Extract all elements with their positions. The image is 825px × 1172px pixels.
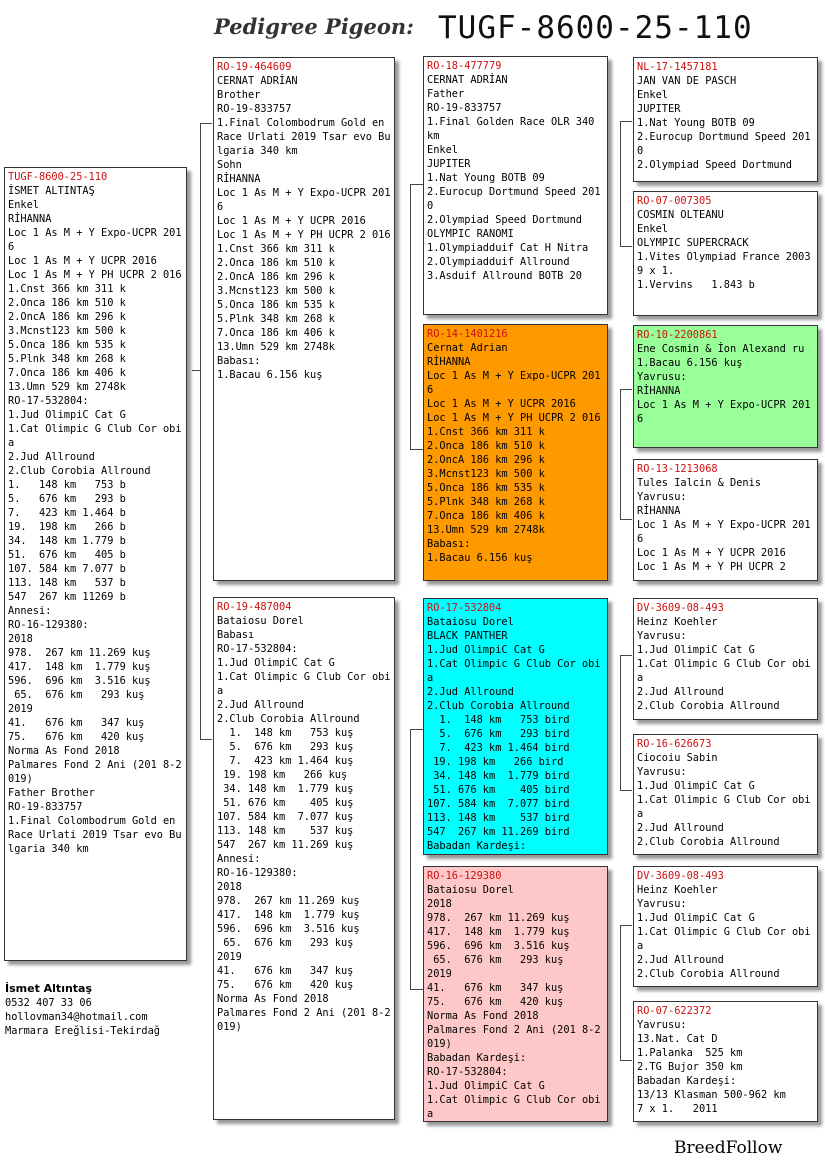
pedigree-line: 2019 — [217, 951, 242, 963]
pedigree-line: 1.Cat Olimpic G Club Cor obia — [427, 1094, 601, 1120]
pedigree-line: Babadan Kardeşi: — [637, 1075, 737, 1087]
pedigree-line: 1.Cat Olimpic G Club Cor obia — [637, 926, 811, 952]
pedigree-line: 1.Jud OlimpiC Cat G — [217, 657, 335, 669]
ring-number: RO-19-487004 — [217, 601, 292, 613]
pedigree-line: Loc 1 As M + Y PH UCPR 2 016 — [8, 269, 182, 281]
pedigree-line: Enkel — [8, 199, 39, 211]
pedigree-line: 51. 676 km 405 b — [8, 549, 126, 561]
pedigree-line: Heinz Koehler — [637, 616, 718, 628]
pedigree-line: 51. 676 km 405 bird — [427, 784, 570, 796]
pedigree-line: Palmares Fond 2 Ani (201 8-2019) — [8, 759, 182, 785]
pedigree-line: Babası: — [217, 355, 261, 367]
connector-subject-dam — [200, 739, 212, 740]
pedigree-line: 1.Jud OlimpiC Cat G — [637, 644, 755, 656]
ring-number: DV-3609-08-493 — [637, 602, 724, 614]
breeder-email[interactable]: hollovman34@hotmail.com — [5, 1011, 148, 1023]
pedigree-line: Loc 1 As M + Y Expo-UCPR 2016 — [637, 399, 811, 425]
pedigree-line: 41. 676 km 347 kuş — [217, 965, 354, 977]
pedigree-line: Loc 1 As M + Y Expo-UCPR 2016 — [427, 370, 601, 396]
ring-number: RO-13-1213068 — [637, 463, 718, 475]
pedigree-line: 5.Plnk 348 km 268 k — [427, 496, 545, 508]
pedigree-line: 2.Jud Allround — [427, 686, 514, 698]
pedigree-line: 9 x 1. — [637, 265, 675, 277]
pedigree-line: 1.Cat Olimpic G Club Cor obia — [637, 794, 811, 820]
pedigree-line: 2.OncA 186 km 296 k — [8, 311, 126, 323]
pedigree-line: 34. 148 km 1.779 b — [8, 535, 126, 547]
pedigree-line: Loc 1 As M + Y UCPR 2016 — [8, 255, 157, 267]
pedigree-line: 596. 696 km 3.516 kuş — [217, 923, 360, 935]
pigeon-card-sire[interactable] — [213, 57, 395, 581]
pedigree-line: 107. 584 km 7.077 b — [8, 563, 126, 575]
pedigree-line: 2.Eurocup Dortmund Speed 2010 — [427, 186, 601, 212]
pedigree-line: RO-16-129380: — [8, 619, 89, 631]
pedigree-line: 3.Mcnst123 km 500 k — [217, 285, 335, 297]
connector-ss-vertical — [620, 121, 621, 246]
ring-number: TUGF-8600-25-110 — [8, 171, 108, 183]
pedigree-line: COSMIN OLTEANU — [637, 209, 724, 221]
pedigree-line: 1.Cnst 366 km 311 k — [217, 243, 335, 255]
pedigree-line: 2.Club Corobia Allround — [637, 836, 780, 848]
pedigree-line: 75. 676 km 420 kuş — [427, 996, 564, 1008]
ring-number: RO-19-464609 — [217, 61, 292, 73]
pedigree-line: 2.OncA 186 km 296 k — [427, 454, 545, 466]
ring-number: RO-14-1401216 — [427, 328, 508, 340]
pedigree-line: 1.Jud OlimpiC Cat G — [637, 780, 755, 792]
pedigree-line: Loc 1 As M + Y Expo-UCPR 2016 — [8, 227, 182, 253]
pedigree-line: 1.Olympiadduif Cat H Nitra — [427, 242, 589, 254]
pedigree-line: 596. 696 km 3.516 kuş — [427, 940, 570, 952]
ring-number: RO-18-477779 — [427, 60, 502, 72]
pedigree-line: 113. 148 km 537 kuş — [217, 825, 354, 837]
pedigree-line: RO-19-833757 — [427, 102, 502, 114]
pedigree-line: 1.Final Colombodrum Gold en Race Urlati 2019 Tsar evo Bulgaria 340 km — [8, 815, 182, 855]
connector-sire-vertical — [410, 184, 411, 449]
pedigree-line: 1.Bacau 6.156 kuş — [217, 369, 323, 381]
pedigree-line: 75. 676 km 420 kuş — [217, 979, 354, 991]
pedigree-line: RİHANNA — [637, 385, 681, 397]
pedigree-line: 1. 148 km 753 kuş — [217, 727, 354, 739]
pedigree-line: 978. 267 km 11.269 kuş — [8, 647, 151, 659]
pedigree-line: 2.Club Corobia Allround — [637, 968, 780, 980]
connector-dam-dd — [410, 989, 423, 990]
pedigree-line: RO-16-129380: — [217, 867, 298, 879]
pedigree-line: 2018 — [217, 881, 242, 893]
connector-dam-vertical — [410, 729, 411, 989]
pedigree-line: Babadan Kardeşi: — [427, 1052, 527, 1064]
pedigree-line: 547 267 km 11269 b — [8, 591, 126, 603]
pedigree-line: Enkel — [637, 223, 668, 235]
pedigree-line: JUPITER — [427, 158, 471, 170]
pedigree-line: 13.Umn 529 km 2748k — [427, 524, 545, 536]
pedigree-line: 107. 584 km 7.077 bird — [427, 798, 570, 810]
pigeon-card-sire-dam-sire[interactable] — [633, 325, 818, 448]
pedigree-line: 2.Jud Allround — [637, 954, 724, 966]
connector-dd-ddd — [620, 1060, 632, 1061]
connector-subject-sire — [200, 123, 212, 124]
pedigree-line: 1.Final Golden Race OLR 340 km — [427, 116, 601, 142]
pedigree-line: 34. 148 km 1.779 kuş — [217, 783, 354, 795]
pedigree-line: 5. 676 km 293 b — [8, 493, 126, 505]
pigeon-card-dam-sire-dam[interactable] — [633, 734, 818, 855]
pedigree-line: 2.Olympiadduif Allround — [427, 256, 570, 268]
pedigree-line: RO-17-532804: — [217, 643, 298, 655]
pedigree-line: 1.Nat Young BOTB 09 — [427, 172, 545, 184]
connector-ds-dss — [620, 655, 632, 656]
pedigree-line: Norma As Fond 2018 — [8, 745, 120, 757]
pedigree-line: 5.Onca 186 km 535 k — [217, 299, 335, 311]
pedigree-line: 2.Club Corobia Allround — [427, 700, 570, 712]
pedigree-line: Ciocoiu Sabin — [637, 752, 718, 764]
pedigree-line: 1.Vites Olympiad France 2003 — [637, 251, 811, 263]
pedigree-line: 19. 198 km 266 bird — [427, 756, 564, 768]
pedigree-line: Loc 1 As M + Y PH UCPR 2 016 — [427, 412, 601, 424]
pedigree-line: 7. 423 km 1.464 bird — [427, 742, 570, 754]
pedigree-line: RİHANNA — [637, 505, 681, 517]
pedigree-line: Yavrusu: — [637, 630, 687, 642]
pedigree-line: 2.Onca 186 km 510 k — [8, 297, 126, 309]
pedigree-line: 2018 — [427, 898, 452, 910]
pigeon-card-subject[interactable] — [4, 167, 187, 961]
pedigree-line: CERNAT ADRİAN — [217, 75, 298, 87]
pedigree-line: Yavrusu: — [637, 1019, 687, 1031]
pedigree-line: 2.Olympiad Speed Dortmund — [637, 159, 792, 171]
connector-dd-vertical — [620, 925, 621, 1060]
pedigree-line: RİHANNA — [8, 213, 52, 225]
pedigree-line: 41. 676 km 347 kuş — [427, 982, 564, 994]
pedigree-line: 7. 423 km 1.464 kuş — [217, 755, 354, 767]
pedigree-line: 2.Onca 186 km 510 k — [427, 440, 545, 452]
pedigree-line: 2.Club Corobia Allround — [217, 713, 360, 725]
pedigree-line: 1. 148 km 753 b — [8, 479, 126, 491]
pedigree-line: Brother — [217, 89, 261, 101]
pedigree-title: Pedigree Pigeon: — [214, 14, 414, 39]
pedigree-line: Palmares Fond 2 Ani (201 8-2019) — [427, 1024, 601, 1050]
pedigree-line: 113. 148 km 537 bird — [427, 812, 570, 824]
connector-ds-dsd — [620, 790, 632, 791]
pedigree-line: 5. 676 km 293 bird — [427, 728, 570, 740]
pedigree-line: 75. 676 km 420 kuş — [8, 731, 145, 743]
connector-ss-sss — [620, 121, 632, 122]
pedigree-line: Annesi: — [8, 605, 52, 617]
pedigree-line: 2019 — [427, 968, 452, 980]
subject-ring-number: TUGF-8600-25-110 — [438, 10, 753, 46]
pedigree-line: JAN VAN DE PASCH — [637, 75, 737, 87]
pigeon-card-dam-sire-sire[interactable] — [633, 598, 818, 720]
pedigree-line: BLACK PANTHER — [427, 630, 508, 642]
pedigree-line: 417. 148 km 1.779 kuş — [427, 926, 570, 938]
pedigree-line: 1.Palanka 525 km — [637, 1047, 743, 1059]
pedigree-line: 2019 — [8, 703, 33, 715]
pedigree-line: 5.Onca 186 km 535 k — [427, 482, 545, 494]
pedigree-line: 41. 676 km 347 kuş — [8, 717, 145, 729]
ring-number: RO-16-129380 — [427, 870, 502, 882]
pedigree-line: Babadan Kardeşi: — [427, 840, 527, 852]
pedigree-line: 1.Cat Olimpic G Club Cor obia — [637, 658, 811, 684]
pedigree-line: 5.Plnk 348 km 268 k — [8, 353, 126, 365]
pedigree-line: Enkel — [427, 144, 458, 156]
pedigree-line: 7. 423 km 1.464 b — [8, 507, 126, 519]
pedigree-line: 65. 676 km 293 kuş — [8, 689, 145, 701]
breedfollow-logo: BreedFollow — [674, 1138, 783, 1158]
pedigree-line: 1.Jud OlimpiC Cat G — [427, 644, 545, 656]
pedigree-line: 2.Jud Allround — [8, 451, 95, 463]
pigeon-card-sire-sire-dam[interactable] — [633, 191, 818, 316]
pedigree-line: 1.Cat Olimpic G Club Cor obia — [427, 658, 601, 684]
ring-number: RO-07-007305 — [637, 195, 712, 207]
pedigree-line: 13.Umn 529 km 2748k — [217, 341, 335, 353]
connector-sire-sd — [410, 449, 423, 450]
pedigree-line: 1.Final Colombodrum Gold en Race Urlati 2019 Tsar evo Bulgaria 340 km — [217, 117, 391, 157]
pigeon-card-dam-dam-sire[interactable] — [633, 866, 818, 987]
pedigree-line: 978. 267 km 11.269 kuş — [217, 895, 360, 907]
pigeon-card-dam-sire[interactable] — [423, 598, 608, 855]
pedigree-line: Yavrusu: — [637, 491, 687, 503]
pedigree-line: 1.Jud OlimpiC Cat G — [427, 1080, 545, 1092]
pedigree-line: 3.Mcnst123 km 500 k — [427, 468, 545, 480]
breeder-address: Marmara Ereğlisi-Tekirdağ — [5, 1025, 160, 1037]
pedigree-line: 65. 676 km 293 kuş — [217, 937, 354, 949]
pedigree-line: Annesi: — [217, 853, 261, 865]
pedigree-line: RO-19-833757 — [8, 801, 83, 813]
pedigree-line: Babası: — [427, 538, 471, 550]
pedigree-line: 978. 267 km 11.269 kuş — [427, 912, 570, 924]
pedigree-line: Loc 1 As M + Y PH UCPR 2 016 — [217, 229, 391, 241]
pedigree-line: 547 267 km 11.269 bird — [427, 826, 570, 838]
pedigree-line: Loc 1 As M + Y Expo-UCPR 2016 — [637, 519, 811, 545]
pedigree-line: 2.Eurocup Dortmund Speed 2010 — [637, 131, 811, 157]
pedigree-line: 19. 198 km 266 kuş — [217, 769, 348, 781]
pedigree-line: Loc 1 As M + Y Expo-UCPR 2016 — [217, 187, 391, 213]
pigeon-card-sire-sire[interactable] — [423, 56, 608, 315]
pedigree-line: Bataiosu Dorel — [427, 884, 514, 896]
breeder-contact — [5, 982, 160, 1038]
pedigree-line: Bataiosu Dorel — [427, 616, 514, 628]
pedigree-line: 1.Bacau 6.156 kuş — [427, 552, 533, 564]
pedigree-line: 1.Nat Young BOTB 09 — [637, 117, 755, 129]
pedigree-line: Father — [427, 88, 465, 100]
pedigree-line: 7.Onca 186 km 406 k — [427, 510, 545, 522]
ring-number: RO-17-532804 — [427, 602, 502, 614]
pedigree-line: JUPITER — [637, 103, 681, 115]
pedigree-line: Loc 1 As M + Y UCPR 2016 — [217, 215, 366, 227]
pedigree-line: 13.Nat. Cat D — [637, 1033, 718, 1045]
pedigree-line: 13.Umn 529 km 2748k — [8, 381, 126, 393]
pedigree-line: 1.Vervins 1.843 b — [637, 279, 755, 291]
pedigree-line: 1.Jud OlimpiC Cat G — [8, 409, 126, 421]
pedigree-line: 1.Cnst 366 km 311 k — [8, 283, 126, 295]
pedigree-line: 1.Cat Olimpic G Club Cor obia — [217, 671, 391, 697]
pedigree-line: 113. 148 km 537 b — [8, 577, 126, 589]
pedigree-line: 107. 584 km 7.077 kuş — [217, 811, 354, 823]
pedigree-line: RO-17-532804: — [8, 395, 89, 407]
pedigree-line: OLYMPIC SUPERCRACK — [637, 237, 749, 249]
pedigree-line: 5.Onca 186 km 535 k — [8, 339, 126, 351]
ring-number: NL-17-1457181 — [637, 61, 718, 73]
pedigree-line: Yavrusu: — [637, 898, 687, 910]
pedigree-line: 2.Club Corobia Allround — [8, 465, 151, 477]
pedigree-line: Norma As Fond 2018 — [217, 993, 329, 1005]
pigeon-card-sire-sire-sire[interactable] — [633, 57, 818, 182]
pedigree-line: 7.Onca 186 km 406 k — [217, 327, 335, 339]
pedigree-line: 2.Olympiad Speed Dortmund — [427, 214, 582, 226]
connector-dam-ds — [410, 729, 423, 730]
pedigree-line: 2.TG Bujor 350 km — [637, 1061, 743, 1073]
pedigree-line: 19. 198 km 266 b — [8, 521, 126, 533]
connector-ds-vertical — [620, 655, 621, 790]
breeder-phone: 0532 407 33 06 — [5, 997, 92, 1009]
connector-dd-dds — [620, 925, 632, 926]
pedigree-line: Bataiosu Dorel — [217, 615, 304, 627]
pedigree-line: 596. 696 km 3.516 kuş — [8, 675, 151, 687]
pedigree-line: RİHANNA — [427, 356, 471, 368]
pedigree-line: 2.Jud Allround — [637, 822, 724, 834]
pedigree-line: Yavrusu: — [637, 766, 687, 778]
connector-sd-sds — [620, 389, 632, 390]
pedigree-line: 51. 676 km 405 kuş — [217, 797, 354, 809]
pedigree-line: Yavrusu: — [637, 371, 687, 383]
pedigree-line: 7.Onca 186 km 406 k — [8, 367, 126, 379]
pedigree-line: 417. 148 km 1.779 kuş — [217, 909, 360, 921]
pedigree-line: 1.Jud OlimpiC Cat G — [637, 912, 755, 924]
connector-ss-ssd — [620, 246, 632, 247]
connector-subject-vertical — [200, 123, 201, 739]
pedigree-line: 2.Jud Allround — [217, 699, 304, 711]
connector-sd-sdd — [620, 519, 632, 520]
pedigree-line: RO-19-833757 — [217, 103, 292, 115]
pedigree-line: Heinz Koehler — [637, 884, 718, 896]
pedigree-line: 65. 676 km 293 kuş — [427, 954, 564, 966]
connector-sd-vertical — [620, 389, 621, 519]
pedigree-line: Enkel — [637, 89, 668, 101]
pedigree-line: 1.Cnst 366 km 311 k — [427, 426, 545, 438]
pedigree-line: 2.Jud Allround — [637, 686, 724, 698]
pedigree-line: 5.Plnk 348 km 268 k — [217, 313, 335, 325]
ring-number: RO-16-626673 — [637, 738, 712, 750]
pedigree-line: 2018 — [8, 633, 33, 645]
pedigree-line: Sohn — [217, 159, 242, 171]
pedigree-line: Ene Cosmin & İon Alexand ru — [637, 343, 805, 355]
pedigree-line: Babası — [217, 629, 255, 641]
pedigree-line: 417. 148 km 1.779 kuş — [8, 661, 151, 673]
pedigree-line: Palmares Fond 2 Ani (201 8-2019) — [217, 1007, 391, 1033]
pedigree-line: 3.Mcnst123 km 500 k — [8, 325, 126, 337]
pedigree-line: Father Brother — [8, 787, 95, 799]
pigeon-card-dam[interactable] — [213, 597, 395, 1120]
pedigree-line: CERNAT ADRİAN — [427, 74, 508, 86]
pedigree-line: Tules Ialcin & Denis — [637, 477, 761, 489]
pedigree-line: 1.Bacau 6.156 kuş — [637, 357, 743, 369]
pedigree-line: 1. 148 km 753 bird — [427, 714, 570, 726]
pedigree-line: 7 x 1. 2011 — [637, 1103, 718, 1115]
pedigree-line: Loc 1 As M + Y PH UCPR 2 — [637, 561, 786, 573]
pedigree-line: Loc 1 As M + Y UCPR 2016 — [637, 547, 786, 559]
pigeon-card-dam-dam[interactable] — [423, 866, 608, 1122]
breeder-name: İsmet Altıntaş — [5, 982, 93, 995]
pedigree-line: Loc 1 As M + Y UCPR 2016 — [427, 398, 576, 410]
pedigree-line: 547 267 km 11.269 kuş — [217, 839, 354, 851]
pedigree-line: 2.OncA 186 km 296 k — [217, 271, 335, 283]
pedigree-line: İSMET ALTINTAŞ — [8, 185, 95, 197]
pigeon-card-sire-dam[interactable] — [423, 324, 608, 581]
pedigree-line: Cernat Adrian — [427, 342, 508, 354]
pedigree-line: 2.Club Corobia Allround — [637, 700, 780, 712]
pedigree-line: 3.Asduif Allround BOTB 20 — [427, 270, 582, 282]
pedigree-line: OLYMPIC RANOMI — [427, 228, 514, 240]
pedigree-line: 13/13 Klasman 500-962 km — [637, 1089, 786, 1101]
pedigree-line: 1.Cat Olimpic G Club Cor obia — [8, 423, 182, 449]
pedigree-line: 34. 148 km 1.779 bird — [427, 770, 570, 782]
pedigree-line: 5. 676 km 293 kuş — [217, 741, 354, 753]
pedigree-line: 2.Onca 186 km 510 k — [217, 257, 335, 269]
pedigree-line: RİHANNA — [217, 173, 261, 185]
ring-number: RO-07-622372 — [637, 1005, 712, 1017]
pedigree-line: Norma As Fond 2018 — [427, 1010, 539, 1022]
ring-number: DV-3609-08-493 — [637, 870, 724, 882]
pigeon-card-sire-dam-dam[interactable] — [633, 459, 818, 581]
pedigree-line: RO-17-532804: — [427, 1066, 508, 1078]
pigeon-card-dam-dam-dam[interactable] — [633, 1001, 818, 1122]
ring-number: RO-10-2200861 — [637, 329, 718, 341]
connector-subject — [192, 370, 200, 371]
connector-sire-ss — [410, 184, 423, 185]
